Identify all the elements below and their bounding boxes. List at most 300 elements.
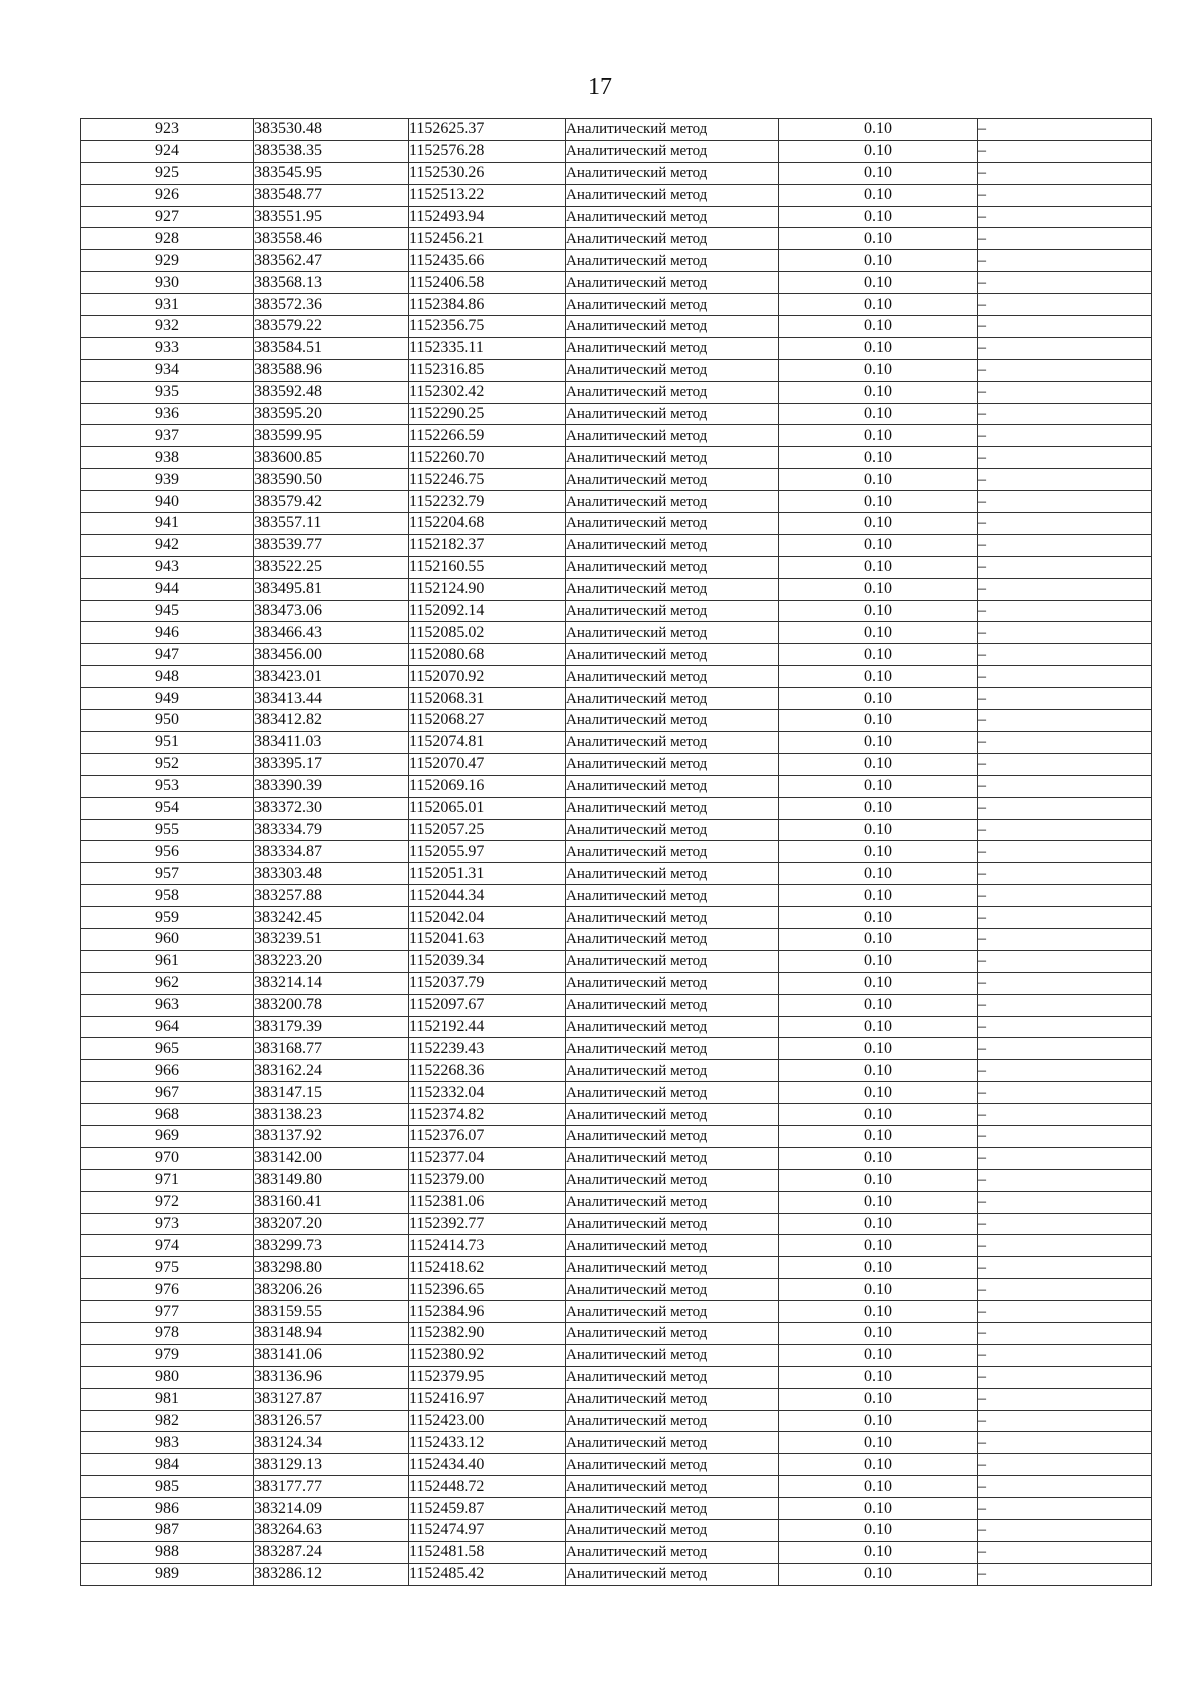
method-cell: Аналитический метод	[566, 863, 779, 885]
method-cell: Аналитический метод	[566, 1322, 779, 1344]
note-cell: –	[978, 600, 1152, 622]
table-row	[81, 666, 1152, 688]
point-number-cell: 983	[81, 1432, 254, 1454]
note-cell: –	[978, 425, 1152, 447]
method-cell: Аналитический метод	[566, 907, 779, 929]
table-row	[81, 1454, 1152, 1476]
x-coordinate-cell: 383299.73	[254, 1235, 409, 1257]
table-row	[81, 469, 1152, 491]
y-coordinate-cell: 1152057.25	[409, 819, 566, 841]
method-cell: Аналитический метод	[566, 1082, 779, 1104]
table-row	[81, 272, 1152, 294]
x-coordinate-cell: 383412.82	[254, 710, 409, 732]
point-number-cell: 988	[81, 1541, 254, 1563]
y-coordinate-cell: 1152625.37	[409, 119, 566, 141]
method-cell: Аналитический метод	[566, 337, 779, 359]
note-cell: –	[978, 119, 1152, 141]
precision-cell: 0.10	[779, 272, 978, 294]
precision-cell: 0.10	[779, 1147, 978, 1169]
table-row	[81, 534, 1152, 556]
table-row	[81, 731, 1152, 753]
precision-cell: 0.10	[779, 119, 978, 141]
note-cell: –	[978, 491, 1152, 513]
note-cell: –	[978, 841, 1152, 863]
precision-cell: 0.10	[779, 359, 978, 381]
method-cell: Аналитический метод	[566, 294, 779, 316]
y-coordinate-cell: 1152416.97	[409, 1388, 566, 1410]
y-coordinate-cell: 1152379.00	[409, 1169, 566, 1191]
precision-cell: 0.10	[779, 863, 978, 885]
point-number-cell: 959	[81, 907, 254, 929]
table-row	[81, 140, 1152, 162]
table-row	[81, 622, 1152, 644]
y-coordinate-cell: 1152414.73	[409, 1235, 566, 1257]
y-coordinate-cell: 1152204.68	[409, 513, 566, 535]
point-number-cell: 987	[81, 1520, 254, 1542]
precision-cell: 0.10	[779, 753, 978, 775]
method-cell: Аналитический метод	[566, 1016, 779, 1038]
y-coordinate-cell: 1152379.95	[409, 1366, 566, 1388]
precision-cell: 0.10	[779, 491, 978, 513]
table-row	[81, 1432, 1152, 1454]
method-cell: Аналитический метод	[566, 1038, 779, 1060]
precision-cell: 0.10	[779, 622, 978, 644]
y-coordinate-cell: 1152070.92	[409, 666, 566, 688]
y-coordinate-cell: 1152474.97	[409, 1520, 566, 1542]
precision-cell: 0.10	[779, 644, 978, 666]
method-cell: Аналитический метод	[566, 1213, 779, 1235]
y-coordinate-cell: 1152513.22	[409, 184, 566, 206]
x-coordinate-cell: 383539.77	[254, 534, 409, 556]
method-cell: Аналитический метод	[566, 1235, 779, 1257]
table-row	[81, 250, 1152, 272]
precision-cell: 0.10	[779, 1520, 978, 1542]
y-coordinate-cell: 1152302.42	[409, 381, 566, 403]
y-coordinate-cell: 1152080.68	[409, 644, 566, 666]
x-coordinate-cell: 383286.12	[254, 1563, 409, 1585]
table-row	[81, 1520, 1152, 1542]
precision-cell: 0.10	[779, 775, 978, 797]
y-coordinate-cell: 1152384.86	[409, 294, 566, 316]
table-row	[81, 1476, 1152, 1498]
point-number-cell: 989	[81, 1563, 254, 1585]
point-number-cell: 971	[81, 1169, 254, 1191]
x-coordinate-cell: 383159.55	[254, 1301, 409, 1323]
y-coordinate-cell: 1152396.65	[409, 1279, 566, 1301]
y-coordinate-cell: 1152055.97	[409, 841, 566, 863]
precision-cell: 0.10	[779, 994, 978, 1016]
point-number-cell: 958	[81, 885, 254, 907]
x-coordinate-cell: 383242.45	[254, 907, 409, 929]
point-number-cell: 938	[81, 447, 254, 469]
x-coordinate-cell: 383239.51	[254, 928, 409, 950]
precision-cell: 0.10	[779, 1388, 978, 1410]
point-number-cell: 952	[81, 753, 254, 775]
note-cell: –	[978, 1498, 1152, 1520]
point-number-cell: 927	[81, 206, 254, 228]
table-row	[81, 491, 1152, 513]
x-coordinate-cell: 383207.20	[254, 1213, 409, 1235]
table-row	[81, 1344, 1152, 1366]
precision-cell: 0.10	[779, 797, 978, 819]
note-cell: –	[978, 688, 1152, 710]
y-coordinate-cell: 1152406.58	[409, 272, 566, 294]
x-coordinate-cell: 383334.87	[254, 841, 409, 863]
method-cell: Аналитический метод	[566, 950, 779, 972]
point-number-cell: 942	[81, 534, 254, 556]
y-coordinate-cell: 1152576.28	[409, 140, 566, 162]
table-row	[81, 556, 1152, 578]
point-number-cell: 985	[81, 1476, 254, 1498]
note-cell: –	[978, 1147, 1152, 1169]
y-coordinate-cell: 1152182.37	[409, 534, 566, 556]
precision-cell: 0.10	[779, 1541, 978, 1563]
table-row	[81, 228, 1152, 250]
precision-cell: 0.10	[779, 425, 978, 447]
table-row	[81, 294, 1152, 316]
y-coordinate-cell: 1152097.67	[409, 994, 566, 1016]
precision-cell: 0.10	[779, 731, 978, 753]
y-coordinate-cell: 1152124.90	[409, 578, 566, 600]
precision-cell: 0.10	[779, 1235, 978, 1257]
y-coordinate-cell: 1152044.34	[409, 885, 566, 907]
table-row	[81, 359, 1152, 381]
method-cell: Аналитический метод	[566, 775, 779, 797]
table-row	[81, 885, 1152, 907]
table-row	[81, 644, 1152, 666]
note-cell: –	[978, 1541, 1152, 1563]
y-coordinate-cell: 1152290.25	[409, 403, 566, 425]
point-number-cell: 944	[81, 578, 254, 600]
precision-cell: 0.10	[779, 1454, 978, 1476]
y-coordinate-cell: 1152335.11	[409, 337, 566, 359]
point-number-cell: 960	[81, 928, 254, 950]
precision-cell: 0.10	[779, 578, 978, 600]
note-cell: –	[978, 666, 1152, 688]
x-coordinate-cell: 383545.95	[254, 162, 409, 184]
y-coordinate-cell: 1152260.70	[409, 447, 566, 469]
note-cell: –	[978, 1432, 1152, 1454]
method-cell: Аналитический метод	[566, 1169, 779, 1191]
precision-cell: 0.10	[779, 1125, 978, 1147]
note-cell: –	[978, 272, 1152, 294]
point-number-cell: 979	[81, 1344, 254, 1366]
y-coordinate-cell: 1152435.66	[409, 250, 566, 272]
point-number-cell: 975	[81, 1257, 254, 1279]
x-coordinate-cell: 383551.95	[254, 206, 409, 228]
table-row	[81, 1388, 1152, 1410]
note-cell: –	[978, 731, 1152, 753]
method-cell: Аналитический метод	[566, 513, 779, 535]
note-cell: –	[978, 162, 1152, 184]
point-number-cell: 974	[81, 1235, 254, 1257]
table-row	[81, 1191, 1152, 1213]
note-cell: –	[978, 1301, 1152, 1323]
y-coordinate-cell: 1152239.43	[409, 1038, 566, 1060]
point-number-cell: 940	[81, 491, 254, 513]
point-number-cell: 926	[81, 184, 254, 206]
point-number-cell: 984	[81, 1454, 254, 1476]
note-cell: –	[978, 1563, 1152, 1585]
precision-cell: 0.10	[779, 928, 978, 950]
point-number-cell: 946	[81, 622, 254, 644]
table-row	[81, 184, 1152, 206]
x-coordinate-cell: 383129.13	[254, 1454, 409, 1476]
note-cell: –	[978, 950, 1152, 972]
method-cell: Аналитический метод	[566, 753, 779, 775]
table-row	[81, 1147, 1152, 1169]
note-cell: –	[978, 1279, 1152, 1301]
x-coordinate-cell: 383214.14	[254, 972, 409, 994]
table-row	[81, 1016, 1152, 1038]
y-coordinate-cell: 1152530.26	[409, 162, 566, 184]
precision-cell: 0.10	[779, 1213, 978, 1235]
precision-cell: 0.10	[779, 1060, 978, 1082]
y-coordinate-cell: 1152068.31	[409, 688, 566, 710]
point-number-cell: 947	[81, 644, 254, 666]
method-cell: Аналитический метод	[566, 556, 779, 578]
method-cell: Аналитический метод	[566, 228, 779, 250]
method-cell: Аналитический метод	[566, 644, 779, 666]
precision-cell: 0.10	[779, 1016, 978, 1038]
x-coordinate-cell: 383137.92	[254, 1125, 409, 1147]
note-cell: –	[978, 1060, 1152, 1082]
y-coordinate-cell: 1152433.12	[409, 1432, 566, 1454]
precision-cell: 0.10	[779, 1301, 978, 1323]
table-row	[81, 1279, 1152, 1301]
method-cell: Аналитический метод	[566, 688, 779, 710]
x-coordinate-cell: 383179.39	[254, 1016, 409, 1038]
precision-cell: 0.10	[779, 206, 978, 228]
note-cell: –	[978, 622, 1152, 644]
note-cell: –	[978, 753, 1152, 775]
note-cell: –	[978, 403, 1152, 425]
table-row	[81, 578, 1152, 600]
x-coordinate-cell: 383142.00	[254, 1147, 409, 1169]
point-number-cell: 924	[81, 140, 254, 162]
point-number-cell: 986	[81, 1498, 254, 1520]
precision-cell: 0.10	[779, 228, 978, 250]
y-coordinate-cell: 1152456.21	[409, 228, 566, 250]
table-row	[81, 1257, 1152, 1279]
x-coordinate-cell: 383522.25	[254, 556, 409, 578]
page-number: 17	[588, 74, 612, 100]
precision-cell: 0.10	[779, 1191, 978, 1213]
point-number-cell: 950	[81, 710, 254, 732]
point-number-cell: 935	[81, 381, 254, 403]
note-cell: –	[978, 1476, 1152, 1498]
point-number-cell: 933	[81, 337, 254, 359]
note-cell: –	[978, 1104, 1152, 1126]
table-row	[81, 1235, 1152, 1257]
point-number-cell: 936	[81, 403, 254, 425]
table-row	[81, 819, 1152, 841]
table-row	[81, 1125, 1152, 1147]
x-coordinate-cell: 383562.47	[254, 250, 409, 272]
precision-cell: 0.10	[779, 1410, 978, 1432]
note-cell: –	[978, 228, 1152, 250]
method-cell: Аналитический метод	[566, 316, 779, 338]
point-number-cell: 965	[81, 1038, 254, 1060]
point-number-cell: 941	[81, 513, 254, 535]
method-cell: Аналитический метод	[566, 731, 779, 753]
table-row	[81, 775, 1152, 797]
precision-cell: 0.10	[779, 1038, 978, 1060]
note-cell: –	[978, 1169, 1152, 1191]
method-cell: Аналитический метод	[566, 447, 779, 469]
precision-cell: 0.10	[779, 885, 978, 907]
precision-cell: 0.10	[779, 1344, 978, 1366]
precision-cell: 0.10	[779, 184, 978, 206]
x-coordinate-cell: 383138.23	[254, 1104, 409, 1126]
precision-cell: 0.10	[779, 666, 978, 688]
x-coordinate-cell: 383592.48	[254, 381, 409, 403]
table-row	[81, 337, 1152, 359]
y-coordinate-cell: 1152459.87	[409, 1498, 566, 1520]
precision-cell: 0.10	[779, 556, 978, 578]
note-cell: –	[978, 1082, 1152, 1104]
y-coordinate-cell: 1152039.34	[409, 950, 566, 972]
table-row	[81, 1541, 1152, 1563]
note-cell: –	[978, 513, 1152, 535]
note-cell: –	[978, 469, 1152, 491]
x-coordinate-cell: 383141.06	[254, 1344, 409, 1366]
precision-cell: 0.10	[779, 140, 978, 162]
point-number-cell: 934	[81, 359, 254, 381]
table-row	[81, 316, 1152, 338]
coordinates-table-body	[81, 119, 1152, 1586]
point-number-cell: 962	[81, 972, 254, 994]
method-cell: Аналитический метод	[566, 797, 779, 819]
method-cell: Аналитический метод	[566, 1520, 779, 1542]
precision-cell: 0.10	[779, 600, 978, 622]
note-cell: –	[978, 184, 1152, 206]
y-coordinate-cell: 1152380.92	[409, 1344, 566, 1366]
table-row	[81, 1322, 1152, 1344]
note-cell: –	[978, 885, 1152, 907]
method-cell: Аналитический метод	[566, 119, 779, 141]
x-coordinate-cell: 383206.26	[254, 1279, 409, 1301]
table-row	[81, 994, 1152, 1016]
point-number-cell: 951	[81, 731, 254, 753]
y-coordinate-cell: 1152481.58	[409, 1541, 566, 1563]
x-coordinate-cell: 383334.79	[254, 819, 409, 841]
point-number-cell: 981	[81, 1388, 254, 1410]
note-cell: –	[978, 534, 1152, 556]
precision-cell: 0.10	[779, 1366, 978, 1388]
method-cell: Аналитический метод	[566, 600, 779, 622]
y-coordinate-cell: 1152246.75	[409, 469, 566, 491]
note-cell: –	[978, 1344, 1152, 1366]
method-cell: Аналитический метод	[566, 206, 779, 228]
x-coordinate-cell: 383257.88	[254, 885, 409, 907]
x-coordinate-cell: 383495.81	[254, 578, 409, 600]
method-cell: Аналитический метод	[566, 1410, 779, 1432]
note-cell: –	[978, 797, 1152, 819]
method-cell: Аналитический метод	[566, 1541, 779, 1563]
point-number-cell: 976	[81, 1279, 254, 1301]
x-coordinate-cell: 383473.06	[254, 600, 409, 622]
y-coordinate-cell: 1152418.62	[409, 1257, 566, 1279]
point-number-cell: 937	[81, 425, 254, 447]
y-coordinate-cell: 1152068.27	[409, 710, 566, 732]
x-coordinate-cell: 383413.44	[254, 688, 409, 710]
method-cell: Аналитический метод	[566, 1257, 779, 1279]
point-number-cell: 964	[81, 1016, 254, 1038]
x-coordinate-cell: 383558.46	[254, 228, 409, 250]
note-cell: –	[978, 206, 1152, 228]
method-cell: Аналитический метод	[566, 994, 779, 1016]
method-cell: Аналитический метод	[566, 272, 779, 294]
y-coordinate-cell: 1152074.81	[409, 731, 566, 753]
note-cell: –	[978, 1257, 1152, 1279]
table-row	[81, 425, 1152, 447]
point-number-cell: 973	[81, 1213, 254, 1235]
precision-cell: 0.10	[779, 1498, 978, 1520]
point-number-cell: 969	[81, 1125, 254, 1147]
table-row	[81, 403, 1152, 425]
point-number-cell: 955	[81, 819, 254, 841]
point-number-cell: 968	[81, 1104, 254, 1126]
y-coordinate-cell: 1152377.04	[409, 1147, 566, 1169]
note-cell: –	[978, 644, 1152, 666]
table-row	[81, 1038, 1152, 1060]
x-coordinate-cell: 383538.35	[254, 140, 409, 162]
table-row	[81, 972, 1152, 994]
point-number-cell: 932	[81, 316, 254, 338]
method-cell: Аналитический метод	[566, 1147, 779, 1169]
x-coordinate-cell: 383584.51	[254, 337, 409, 359]
x-coordinate-cell: 383590.50	[254, 469, 409, 491]
point-number-cell: 939	[81, 469, 254, 491]
x-coordinate-cell: 383136.96	[254, 1366, 409, 1388]
method-cell: Аналитический метод	[566, 1563, 779, 1585]
method-cell: Аналитический метод	[566, 184, 779, 206]
x-coordinate-cell: 383223.20	[254, 950, 409, 972]
x-coordinate-cell: 383599.95	[254, 425, 409, 447]
note-cell: –	[978, 775, 1152, 797]
point-number-cell: 982	[81, 1410, 254, 1432]
method-cell: Аналитический метод	[566, 1279, 779, 1301]
x-coordinate-cell: 383395.17	[254, 753, 409, 775]
precision-cell: 0.10	[779, 447, 978, 469]
y-coordinate-cell: 1152423.00	[409, 1410, 566, 1432]
note-cell: –	[978, 578, 1152, 600]
note-cell: –	[978, 359, 1152, 381]
precision-cell: 0.10	[779, 403, 978, 425]
note-cell: –	[978, 1235, 1152, 1257]
precision-cell: 0.10	[779, 1322, 978, 1344]
x-coordinate-cell: 383298.80	[254, 1257, 409, 1279]
precision-cell: 0.10	[779, 250, 978, 272]
x-coordinate-cell: 383303.48	[254, 863, 409, 885]
method-cell: Аналитический метод	[566, 622, 779, 644]
point-number-cell: 970	[81, 1147, 254, 1169]
note-cell: –	[978, 316, 1152, 338]
precision-cell: 0.10	[779, 819, 978, 841]
x-coordinate-cell: 383466.43	[254, 622, 409, 644]
method-cell: Аналитический метод	[566, 1366, 779, 1388]
method-cell: Аналитический метод	[566, 1104, 779, 1126]
precision-cell: 0.10	[779, 710, 978, 732]
x-coordinate-cell: 383548.77	[254, 184, 409, 206]
point-number-cell: 978	[81, 1322, 254, 1344]
x-coordinate-cell: 383264.63	[254, 1520, 409, 1542]
precision-cell: 0.10	[779, 841, 978, 863]
precision-cell: 0.10	[779, 1082, 978, 1104]
x-coordinate-cell: 383214.09	[254, 1498, 409, 1520]
y-coordinate-cell: 1152332.04	[409, 1082, 566, 1104]
